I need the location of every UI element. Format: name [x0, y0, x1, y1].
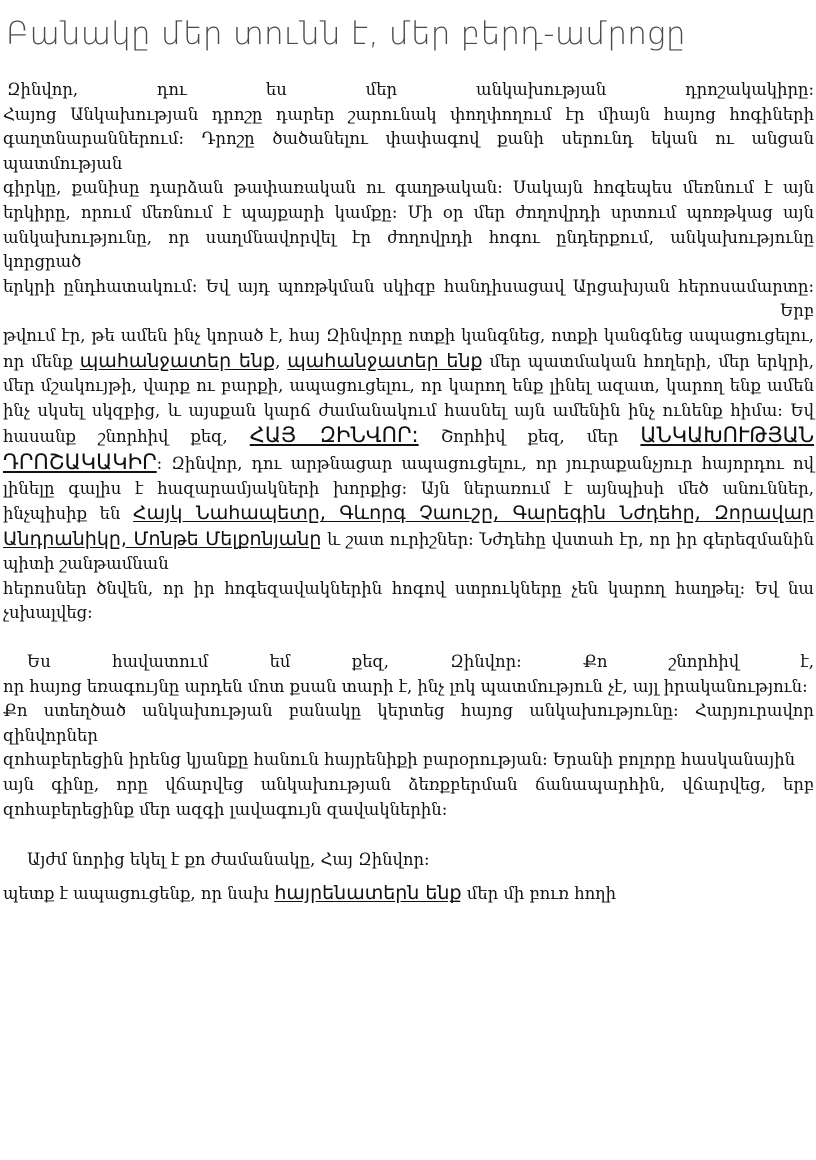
paragraph-6-text: հերոսներ ծնվեն, որ իր հոգեզավակներին հոգով ստրուկները չեն կարող հաղթել: Եվ նա չսխալվեց: — [3, 578, 814, 623]
paragraph-4-trailing-word: Երբ — [780, 301, 814, 321]
paragraph-9 — [3, 699, 814, 748]
underlined-phrase-2: պահանջատեր ենք — [287, 349, 483, 372]
paragraph-1 — [3, 78, 814, 103]
underlined-phrase-heroes: Հայկ Նահապետը, Գևորգ Չաուշը, Գարեգին Նժդեհը, Զորավար Անդրանիկը, Մոնթե Մելքոնյանը — [3, 502, 814, 550]
paragraph-3 — [3, 176, 814, 274]
paragraph-5-text-names-intro: : Զինվոր, դու արթնացար ապացուցելու, որ յուրաքանչյուր հայորդու ով լինելը գալիս է հազարամյակների խորքից: Այն ներառում է այնպիսի մեծ անուններ, ինչպիսիք են — [3, 453, 814, 524]
paragraph-7 — [3, 650, 814, 675]
paragraph-5 — [3, 324, 814, 577]
paragraph-5-text-middle: մեր պատմական հողերի, մեր երկրի, մեր մշակույթի, վարք ու բարքի, ապացուցելու, որ կարող ենք լինել ազատ, կարող ենք ամեն ինչ սկսել սկզբից, և այսքան կարճ ժամանակում հասնել այն ամենին ինչ ունենք հիմա: Եվ հասանք շնորհիվ քեզ, — [3, 351, 815, 447]
paragraph-13-text-start: պետք է ապացուցենք, որ նախ — [3, 883, 275, 903]
underlined-phrase-homeland-owners: հայրենատերն ենք — [274, 881, 462, 904]
paragraph-1-text: Զինվոր, դու ես մեր անկախության դրոշակակիրը: — [7, 80, 814, 99]
paragraph-8 — [3, 675, 814, 700]
paragraph-12 — [3, 848, 814, 873]
paragraph-3-text: գիրկը, քանիսը դարձան թափառական ու գաղթական: Սակայն հոգեպես մեռնում է այն երկիրը, որում մեռնում է պայքարի կամքը: Մի օր մեր ժողովրդի սրտում պոռթկաց այն անկախությունը, որ սաղմնավորվել էր ժողովրդի հոգու ընդերքում, անկախությունը կորցրած — [3, 178, 814, 272]
paragraph-6 — [3, 577, 814, 626]
underlined-phrase-1: պահանջատեր ենք — [79, 349, 276, 372]
paragraph-10 — [3, 748, 814, 773]
paragraph-11 — [3, 773, 814, 822]
document-title: Բանակը մեր տունն է, մեր բերդ-ամրոցը — [6, 16, 686, 52]
paragraph-13-text-end: մեր մի բուռ հողի — [461, 883, 617, 903]
paragraph-13 — [3, 881, 814, 907]
underlined-phrase-soldier: ՀԱՅ ԶԻՆՎՈՐ: — [249, 423, 419, 448]
underlined-phrase-flagbearer: ԱՆԿԱԽՈՒԹՅԱՆ ԴՐՈՇԱԿԱԿԻՐ — [3, 423, 815, 474]
paragraph-2-text: Հայոց Անկախության դրոշը դարեր շարունակ փողփողում էր միայն հայոց հոգիների գաղտնարաններում: Դրոշը ծածանելու փափագով քանի սերունդ եկան ու անցան պատմության — [3, 104, 814, 173]
paragraph-5-separator: , — [275, 351, 288, 371]
paragraph-5-text-start: թվում էր, թե ամեն ինչ կորած է, հայ Զինվորը ոտքի կանգնեց, ոտքի կանգնեց ապացուցելու, որ մենք — [3, 325, 814, 371]
paragraph-11-text: այն գինը, որը վճարվեց անկախության ձեռքբերման ճանապարհին, վճարվեց, երբ զոհաբերեցինք մեր ազգի լավագույն զավակներին: — [3, 775, 814, 819]
paragraph-7-text: Ես հավատում եմ քեզ, Զինվոր: Քո շնորհիվ է, — [27, 652, 814, 672]
paragraph-10-text: զոհաբերեցին իրենց կյանքը հանուն հայրենիքի բարօրության: Երանի բոլորը հասկանային — [3, 750, 796, 770]
paragraph-5-text-thanks: Շորհիվ քեզ, մեր — [418, 427, 641, 447]
document-body — [3, 78, 814, 906]
paragraph-4-text: երկրի ընդհատակում: Եվ այդ պոռթկման սկիզբ հանդիսացավ Արցախյան հերոսամարտը: — [3, 276, 814, 296]
paragraph-5-text-end: և շատ ուրիշներ: Նժդեհը վստահ էր, որ իր գերեզմանին պիտի շանթամնան — [3, 529, 814, 574]
paragraph-8-text: որ հայոց եռագույնը արդեն մոտ քսան տարի է, ինչ լոկ պատմություն չէ, այլ իրականություն: — [3, 676, 808, 696]
paragraph-12-text: Այժմ նորից եկել է քո ժամանակը, Հայ Զինվոր: — [27, 850, 430, 870]
paragraph-4 — [3, 275, 814, 324]
paragraph-9-text: Քո ստեղծած անկախության բանակը կերտեց հայոց անկախությունը: Հարյուրավոր զինվորներ — [3, 701, 814, 745]
paragraph-2 — [3, 103, 814, 177]
